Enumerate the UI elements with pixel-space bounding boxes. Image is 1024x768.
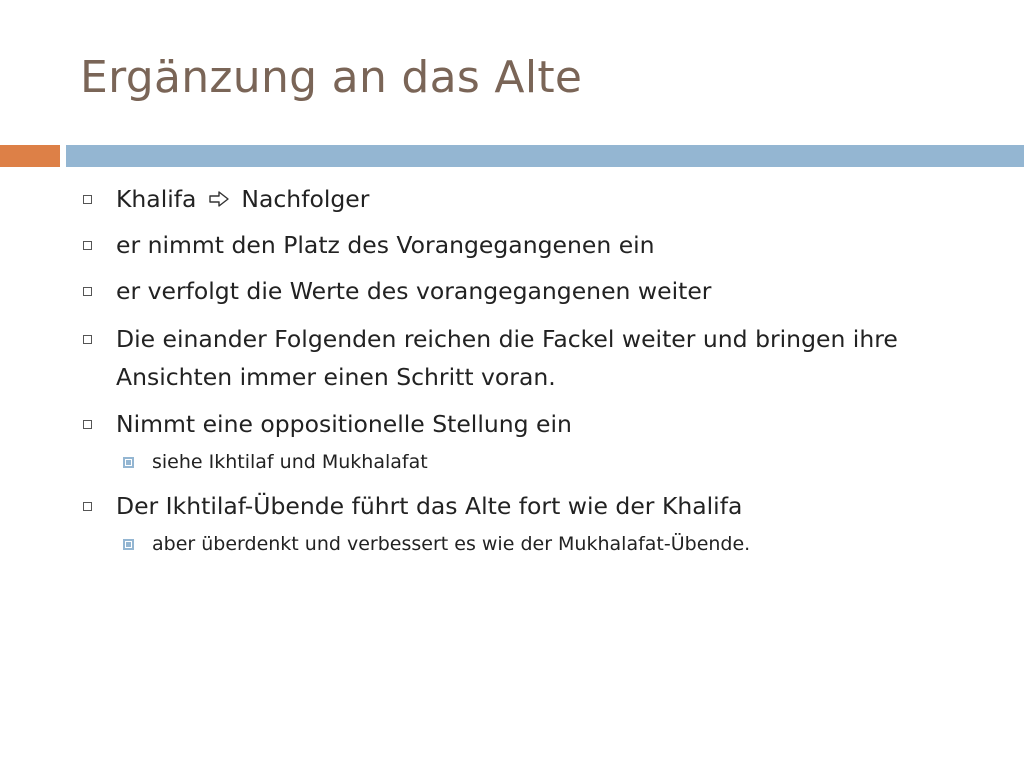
bullet-text: Der Ikhtilaf-Übende führt das Alte fort wie der Khalifa <box>116 492 743 520</box>
bullet-item <box>80 320 980 396</box>
sub-bullet-text: aber überdenkt und verbessert es wie der Mukhalafat-Übende. <box>152 533 751 555</box>
bullet-text: er nimmt den Platz des Vorangegangenen ein <box>116 231 655 259</box>
bullet-item <box>80 489 980 524</box>
bullet-text-pre: Khalifa <box>116 185 197 213</box>
right-arrow-icon <box>208 191 230 207</box>
bullet-item <box>80 182 980 217</box>
filled-square-bullet-icon <box>123 539 134 550</box>
sub-bullet-item <box>80 531 980 557</box>
bullet-item <box>80 274 980 309</box>
square-bullet-icon <box>83 195 92 204</box>
square-bullet-icon <box>83 335 92 344</box>
bullet-text: er verfolgt die Werte des vorangegangenen weiter <box>116 277 712 305</box>
square-bullet-icon <box>83 420 92 429</box>
filled-square-bullet-icon <box>123 457 134 468</box>
title-divider-bar <box>66 145 1024 167</box>
bullet-item <box>80 228 980 263</box>
bullet-text: Nimmt eine oppositionelle Stellung ein <box>116 410 572 438</box>
square-bullet-icon <box>83 241 92 250</box>
square-bullet-icon <box>83 287 92 296</box>
accent-bar <box>0 145 60 167</box>
sub-bullet-text: siehe Ikhtilaf und Mukhalafat <box>152 451 428 473</box>
bullet-text-post: Nachfolger <box>241 185 370 213</box>
sub-bullet-item <box>80 449 980 475</box>
slide-title: Ergänzung an das Alte <box>80 52 583 103</box>
bullet-item <box>80 407 980 442</box>
square-bullet-icon <box>83 502 92 511</box>
bullet-text: Die einander Folgenden reichen die Fackel weiter und bringen ihre Ansichten immer einen Schritt voran. <box>116 325 898 391</box>
bullet-list <box>80 182 980 571</box>
